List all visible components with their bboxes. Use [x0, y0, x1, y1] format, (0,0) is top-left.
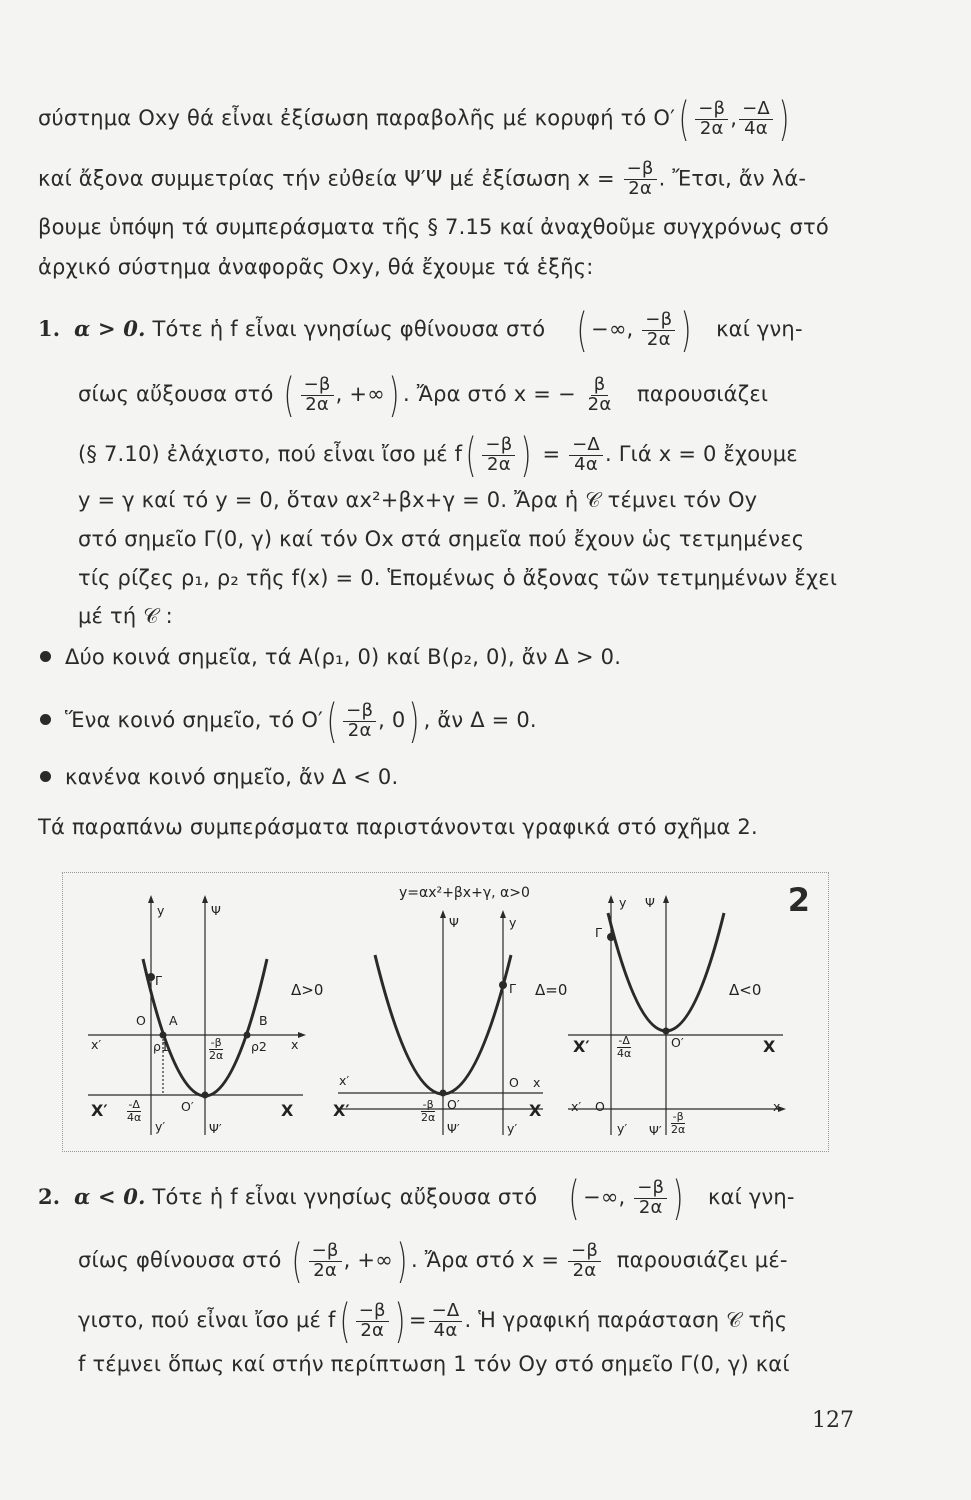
- p1-delta-frac: -Δ 4α: [127, 1098, 142, 1125]
- bullet-3: [40, 765, 398, 789]
- text-line-10: τίς ρίζες ρ₁, ρ₂ τῆς f(x) = 0. Ἑπομένως ὁ ἄξονας τῶν τετμημένων ἔχει: [78, 566, 838, 590]
- line2-post: . Ἔτσι, ἄν λά-: [658, 166, 807, 191]
- p1-x-arrow: [298, 1032, 306, 1038]
- text-line-8: y = γ καί τό y = 0, ὅταν αx²+βx+γ = 0. Ἄρα ἡ 𝒞 τέμνει τόν Oy: [78, 488, 758, 512]
- line6-mid: . Ἄρα στό x = −: [402, 382, 576, 406]
- text-line-2: [38, 160, 806, 199]
- p1-psip-label: Ψ′: [209, 1121, 222, 1136]
- p2-y-arrow: [500, 910, 506, 918]
- line14-pre: γιστο, πού εἶναι ἴσο μέ f: [78, 1308, 336, 1332]
- p1-rho1-label: ρ1: [153, 1039, 169, 1054]
- p1-rho2-label: ρ2: [251, 1039, 267, 1054]
- p3-gamma-label: Γ: [595, 925, 602, 940]
- p1-O-label: O: [136, 1013, 146, 1028]
- figure-2: [62, 872, 829, 1152]
- p2-Op-label: O′: [447, 1097, 460, 1112]
- p3-psip-label: Ψ′: [649, 1123, 662, 1138]
- line7-pre: (§ 7.10) ἐλάχιστο, πού εἶναι ἴσο μέ f: [78, 442, 463, 466]
- text-line-4: ἀρχικό σύστημα ἀναφορᾶς Oxy, θά ἔχουμε τά ἑξῆς:: [38, 255, 594, 279]
- p3-X1-label: X′: [573, 1037, 590, 1056]
- item-1-interval: −∞,: [591, 317, 634, 341]
- line13-int-post: , +∞: [343, 1248, 393, 1272]
- vertex-x-fraction: $\frac{-\beta}{2\alpha}$: [695, 100, 728, 139]
- p3-gamma-point: [607, 933, 615, 941]
- bullet-dot-icon: [40, 651, 51, 662]
- p2-X1-label: X′: [333, 1101, 350, 1120]
- bullet-1-text: Δύο κοινά σημεῖα, τά A(ρ₁, 0) καί B(ρ₂, 0), ἄν Δ > 0.: [65, 645, 622, 669]
- item-1-condition: α > 0.: [74, 316, 146, 341]
- p2-x-label: x: [533, 1075, 541, 1090]
- figure-intro-line: Τά παραπάνω συμπεράσματα παριστάνονται γραφικά στό σχῆμα 2.: [38, 815, 758, 839]
- page-number: 127: [812, 1408, 854, 1433]
- line1-text: σύστημα Oxy θά εἶναι ἐξίσωση παραβολῆς μέ κορυφή τό O′: [38, 106, 676, 130]
- item-1-text: Τότε ἡ f εἶναι γνησίως φθίνουσα στό: [152, 317, 546, 341]
- p2-psi-arrow: [440, 910, 446, 918]
- text-line-15: f τέμνει ὅπως καί στήν περίπτωση 1 τόν Oy στό σημεῖο Γ(0, γ) καί: [78, 1352, 790, 1376]
- p2-xp-label: x′: [339, 1073, 350, 1088]
- figure-number: 2: [787, 881, 810, 919]
- p3-yp-label: y′: [617, 1121, 628, 1136]
- line2-text: καί ἄξονα συμμετρίας τήν εὐθεία Ψ′Ψ μέ ἐξίσωση x =: [38, 166, 615, 191]
- line7-arg-fraction: $\frac{-\beta}{2\alpha}$: [482, 436, 515, 475]
- p3-psi-arrow: [663, 895, 669, 903]
- line14-val-fraction: $\frac{-\Delta}{4\alpha}$: [429, 1302, 463, 1341]
- item-1-fraction: $\frac{-\beta}{2\alpha}$: [642, 311, 675, 350]
- bullet-dot-icon: [40, 714, 51, 725]
- p1-B-label: B: [259, 1013, 268, 1028]
- text-line-7: (§ 7.10) ἐλάχιστο, πού εἶναι ἴσο μέ f( $\frac{-\beta}{2\alpha}$ ) = $\frac{-\Delta}{4\alpha}$ . Γιά x = 0 ἔχουμε: [78, 428, 798, 482]
- figure-2-graphic: [63, 873, 828, 1151]
- p2-gamma-label: Γ: [509, 981, 516, 996]
- p2-y-label: y: [509, 915, 517, 930]
- p1-y-arrow: [148, 895, 154, 903]
- item-2-interval: −∞,: [582, 1185, 626, 1209]
- line6-int-post: , +∞: [335, 382, 385, 406]
- p3-Op-label: O′: [671, 1035, 684, 1050]
- line14-post: . Ἡ γραφική παράσταση 𝒞 τῆς: [464, 1308, 788, 1332]
- p2-X2-label: X: [529, 1101, 542, 1120]
- p3-O-label: O: [595, 1099, 605, 1114]
- p3-y-arrow: [608, 895, 614, 903]
- item-2-tail: καί γνη-: [708, 1185, 795, 1209]
- p1-X1-label: X′: [91, 1101, 108, 1120]
- bullet-2-mid: , 0: [378, 708, 406, 732]
- item-1-tail: καί γνη-: [716, 317, 803, 341]
- text-line-3: βουμε ὑπόψη τά συμπεράσματα τῆς § 7.15 καί ἀναχθοῦμε συγχρόνως στό: [38, 215, 829, 239]
- vertex-y-fraction: $\frac{-\Delta}{4\alpha}$: [739, 100, 773, 139]
- p3-X2-label: X: [763, 1037, 776, 1056]
- p1-y-label: y: [157, 903, 165, 918]
- item-2-fraction: $\frac{-\beta}{2\alpha}$: [634, 1179, 667, 1218]
- line6-fraction: $\frac{\beta}{2\alpha}$: [587, 373, 612, 415]
- p1-xp-label: x′: [91, 1037, 102, 1052]
- bullet-dot-icon: [40, 771, 51, 782]
- p1-yp-label: y′: [155, 1119, 166, 1134]
- p1-psi-arrow: [202, 895, 208, 903]
- bullet-2: Ἕνα κοινό σημεῖο, τό O′( $\frac{-\beta}{2\alpha}$ , 0) , ἄν Δ = 0.: [40, 698, 537, 744]
- item-2-line: 2. α < 0. Τότε ἡ f εἶναι γνησίως αὔξουσα στό ( −∞, $\frac{-\beta}{2\alpha}$ ) καί γνη-: [38, 1171, 795, 1225]
- p3-delta-frac: -Δ 4α: [617, 1034, 632, 1061]
- line7-post: . Γιά x = 0 ἔχουμε: [604, 442, 798, 466]
- text-line-14: γιστο, πού εἶναι ἴσο μέ f( $\frac{-\beta}{2\alpha}$ ) = $\frac{-\Delta}{4\alpha}$ . Ἡ γραφική παράσταση 𝒞 τῆς: [78, 1294, 788, 1348]
- line13-post: παρουσιάζει μέ-: [616, 1248, 788, 1272]
- bullet-1: [40, 645, 621, 669]
- p2-psip-label: Ψ′: [447, 1121, 460, 1136]
- bullet-2-post: , ἄν Δ = 0.: [423, 708, 537, 732]
- p2-frac: -β 2α: [421, 1098, 436, 1125]
- line6-post: παρουσιάζει: [637, 382, 769, 406]
- text-line-11: μέ τή 𝒞 :: [78, 604, 173, 628]
- line13-pre: σίως φθίνουσα στό: [78, 1248, 282, 1272]
- p2-psi-label: Ψ: [449, 915, 459, 930]
- p1-frac: -β 2α: [209, 1036, 224, 1063]
- p1-delta-label: Δ>0: [291, 981, 324, 999]
- line7-val-fraction: $\frac{-\Delta}{4\alpha}$: [569, 436, 603, 475]
- p1-x-label: x: [291, 1037, 299, 1052]
- p3-psi-label: Ψ: [645, 895, 655, 910]
- p3-xp-label: x′: [571, 1099, 582, 1114]
- p3-y-label: y: [619, 895, 627, 910]
- item-2-condition: α < 0.: [74, 1184, 146, 1209]
- item-1-number: 1.: [38, 316, 61, 341]
- p1-psi-label: Ψ: [211, 903, 221, 918]
- p1-X2-label: X: [281, 1101, 294, 1120]
- bullet-3-text: κανένα κοινό σημεῖο, ἄν Δ < 0.: [65, 765, 399, 789]
- p2-O-label: O: [509, 1075, 519, 1090]
- p2-gamma-point: [499, 981, 507, 989]
- line13-fraction: $\frac{-\beta}{2\alpha}$: [568, 1242, 601, 1281]
- text-line-13: σίως φθίνουσα στό ( $\frac{-\beta}{2\alpha}$ , +∞) . Ἄρα στό x = $\frac{-\beta}{2\alpha}$ παρουσιάζει μέ-: [78, 1234, 788, 1288]
- figure-title: y=αx²+βx+γ, α>0: [399, 885, 530, 901]
- line14-arg-fraction: $\frac{-\beta}{2\alpha}$: [356, 1302, 389, 1341]
- p1-gamma-label: Γ: [155, 973, 162, 988]
- text-line-1: σύστημα Oxy θά εἶναι ἐξίσωση παραβολῆς μέ κορυφή τό O′( $\frac{-\beta}{2\alpha}$ , $\frac{-\Delta}{4\alpha}$ ): [38, 92, 790, 146]
- p2-yp-label: y′: [507, 1121, 518, 1136]
- p3-x-label: x: [773, 1099, 781, 1114]
- line13-mid: . Ἄρα στό x =: [411, 1248, 560, 1272]
- axis-fraction: $\frac{-\beta}{2\alpha}$: [624, 160, 657, 199]
- p1-A-point: [160, 1032, 167, 1039]
- p1-gamma-point: [147, 973, 155, 981]
- text-line-9: στό σημεῖο Γ(0, γ) καί τόν Ox στά σημεῖα πού ἔχουν ὡς τετμημένες: [78, 527, 805, 551]
- item-1-line: 1. α > 0. Τότε ἡ f εἶναι γνησίως φθίνουσα στό ( −∞, $\frac{-\beta}{2\alpha}$ ) καί γνη-: [38, 303, 803, 357]
- p1-Op-label: O′: [181, 1099, 194, 1114]
- text-line-6: σίως αὔξουσα στό ( $\frac{-\beta}{2\alpha}$ , +∞) . Ἄρα στό x = − $\frac{\beta}{2\alpha}$ παρουσιάζει: [78, 368, 769, 422]
- p3-delta-label: Δ<0: [729, 981, 762, 999]
- p1-A-label: A: [169, 1013, 178, 1028]
- line13-int-fraction: $\frac{-\beta}{2\alpha}$: [309, 1242, 342, 1281]
- item-2-text: Τότε ἡ f εἶναι γνησίως αὔξουσα στό: [152, 1185, 538, 1209]
- p3-vertex-point: [663, 1028, 670, 1035]
- p3-frac: -β 2α: [671, 1110, 686, 1137]
- line6-pre: σίως αὔξουσα στό: [78, 382, 274, 406]
- line7-eq: =: [542, 442, 561, 466]
- item-2-number: 2.: [38, 1184, 61, 1209]
- bullet-2-pre: Ἕνα κοινό σημεῖο, τό O′: [65, 708, 324, 732]
- p2-delta-label: Δ=0: [535, 981, 568, 999]
- bullet-2-fraction: $\frac{-\beta}{2\alpha}$: [343, 702, 376, 741]
- p1-vertex-point: [202, 1092, 209, 1099]
- p2-vertex-point: [440, 1090, 447, 1097]
- p1-B-point: [244, 1032, 251, 1039]
- line6-int-fraction: $\frac{-\beta}{2\alpha}$: [301, 376, 334, 415]
